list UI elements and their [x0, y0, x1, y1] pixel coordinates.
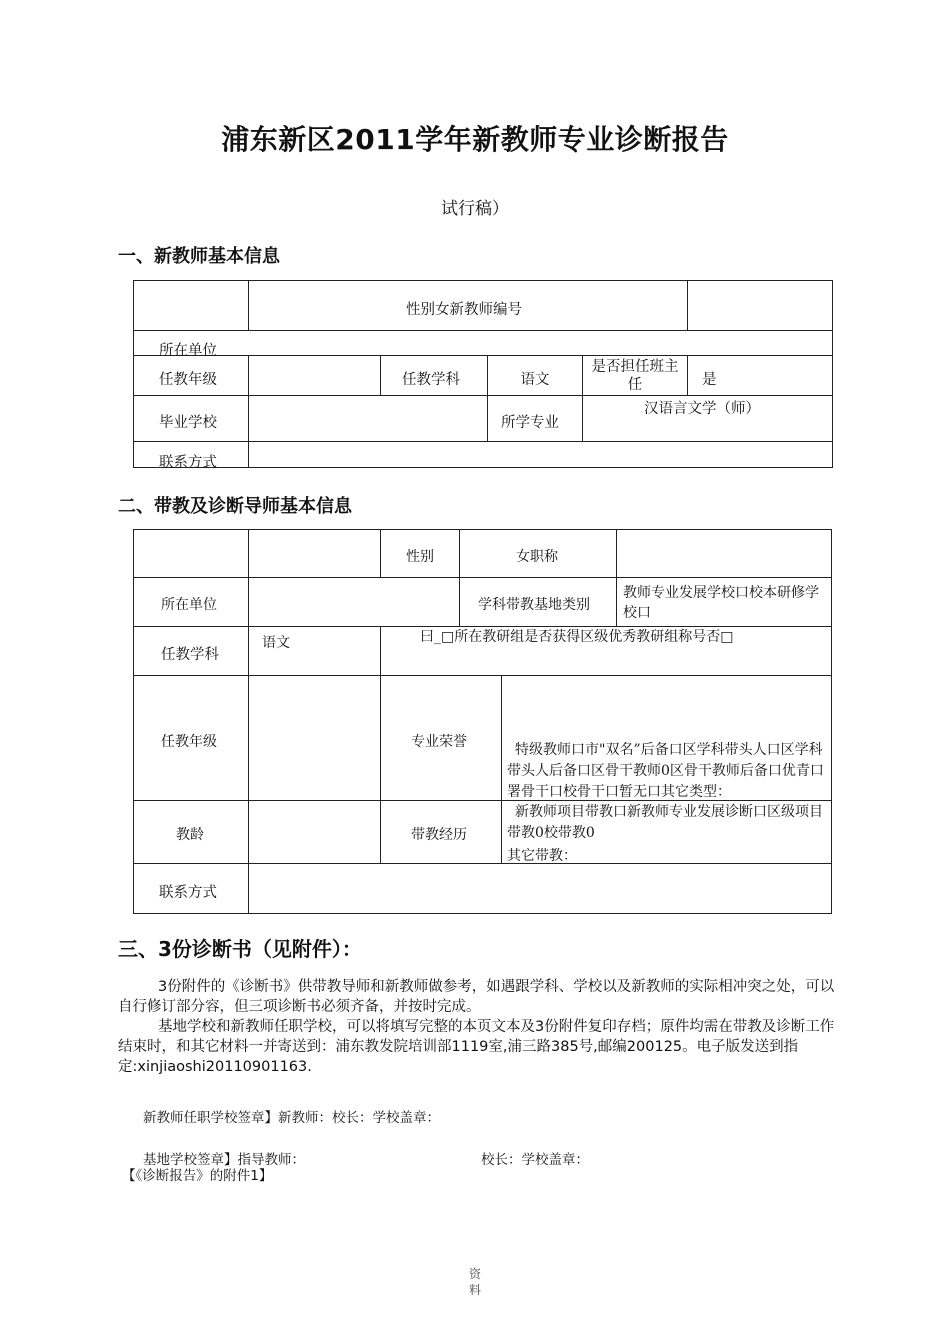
- teacher-gender-id-label: 性别女新教师编号: [406, 302, 522, 318]
- footer-char-2: 料: [468, 1283, 481, 1297]
- major-label: 所学专业: [501, 415, 559, 431]
- attachment-label: 【《诊断报告》的附件1】: [122, 1168, 273, 1184]
- teaching-group-honor: 曰_□所在教研组是否获得区级优秀教研组称号否□: [420, 629, 734, 645]
- page-title: 浦东新区2011学年新教师专业诊断报告: [221, 123, 729, 156]
- instructions-paragraph-2: 基地学校和新教师任职学校，可以将填写完整的本页文本及3份附件复印存档；原件均需在带教及诊断工作结束时，和其它材料一并寄送到：浦东教发院培训部1119室,浦三路385号,邮编200125。电子版发送到指定:xinjiaoshi20110901163.: [118, 1019, 835, 1075]
- sign-line-base-school: 基地学校签章】指导教师：: [143, 1152, 305, 1168]
- experience-label: 带教经历: [411, 827, 467, 843]
- mentor-unit-label: 所在单位: [161, 597, 217, 613]
- base-type-label: 学科带教基地类别: [478, 597, 590, 613]
- experience-other: 其它带教：: [507, 848, 577, 864]
- mentor-gender-title: 女职称: [516, 549, 558, 565]
- major-value: 汉语言文学（师）: [644, 401, 760, 417]
- footer-char-1: 资: [468, 1267, 481, 1281]
- head-teacher-value: 是: [702, 372, 717, 388]
- honor-value: 特级教师口市"双名”后备口区学科带头人口区学科带头人后备口区骨干教师0区骨干教师后备口优青口署骨干口校骨干口暂无口其它类型：: [507, 742, 824, 800]
- section1-heading: 一、新教师基本信息: [118, 246, 280, 267]
- base-type-value: 教师专业发展学校口校本研修学校口: [623, 585, 819, 621]
- mentor-contact-label: 联系方式: [159, 885, 217, 901]
- contact-label: 联系方式: [159, 455, 217, 471]
- mentor-subject-label: 任教学科: [161, 647, 219, 663]
- mentor-grade-label: 任教年级: [161, 734, 217, 750]
- mentor-subject-value: 语文: [262, 635, 290, 651]
- honor-label: 专业荣誉: [411, 734, 467, 750]
- years-label: 教龄: [176, 827, 204, 843]
- section2-heading: 二、带教及诊断导师基本信息: [118, 496, 352, 517]
- subject-label: 任教学科: [402, 372, 460, 388]
- subject-value: 语文: [520, 372, 550, 388]
- sign-line-new-teacher: 新教师任职学校签章】新教师：校长：学校盖章：: [143, 1110, 440, 1126]
- unit-label: 所在单位: [159, 343, 217, 359]
- page-subtitle: 试行稿）: [441, 199, 509, 219]
- experience-value: 新教师项目带教口新教师专业发展诊断口区级项目带教0校带教0: [507, 804, 823, 841]
- school-label: 毕业学校: [159, 415, 217, 431]
- head-teacher-label: 是否担任班主任: [591, 359, 679, 393]
- instructions-paragraph-1: 3份附件的《诊断书》供带教导师和新教师做参考，如遇跟学科、学校以及新教师的实际相冲突之处，可以自行修订部分容，但三项诊断书必须齐备，并按时完成。: [118, 979, 835, 1015]
- sign-line-principal: 校长：学校盖章：: [481, 1152, 589, 1168]
- grade-label: 任教年级: [159, 372, 217, 388]
- mentor-gender-label: 性别: [406, 549, 434, 565]
- section3-heading: 三、3份诊断书（见附件）：: [118, 937, 362, 961]
